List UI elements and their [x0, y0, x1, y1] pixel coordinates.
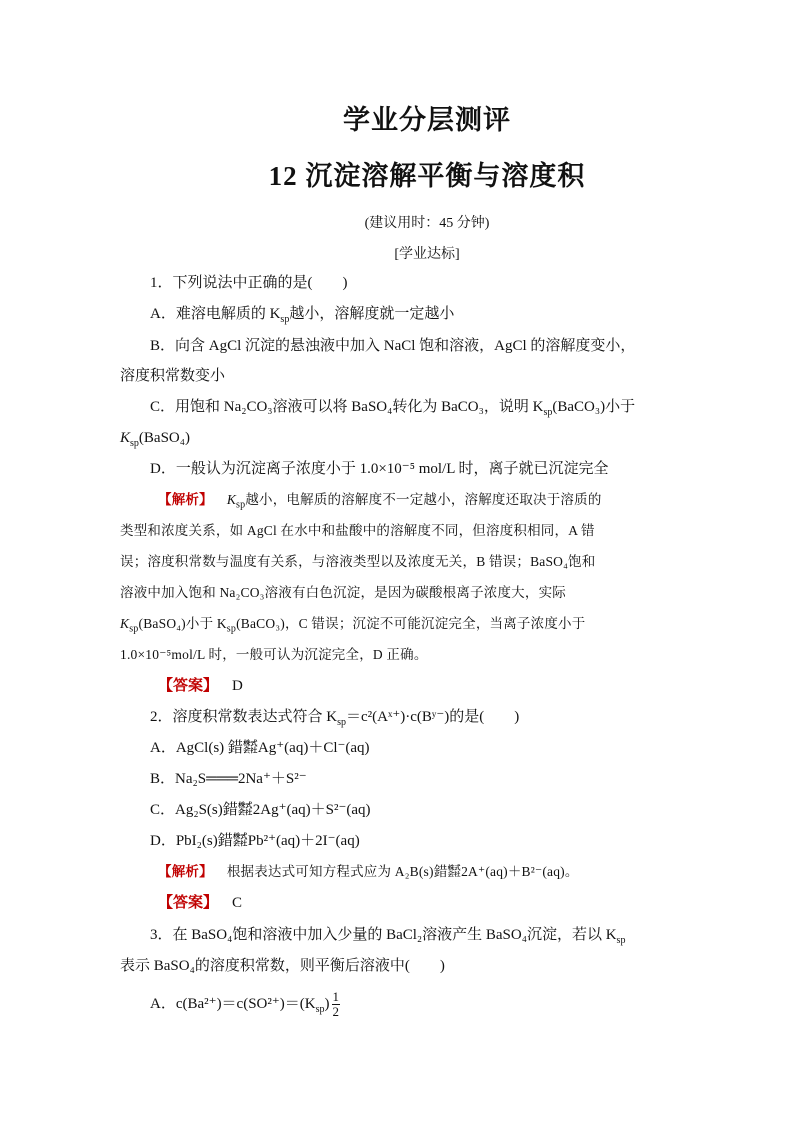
answer-label: 【答案】: [158, 678, 219, 694]
q1-analysis-line-6: 1.0×10⁻⁵mol/L 时，一般可认为沉淀完全，D 正确。: [120, 647, 428, 662]
q1-answer: 【答案】 D: [158, 678, 243, 694]
time-note: (建议用时：45 分钟): [364, 216, 490, 231]
page-title: 学业分层测评: [343, 105, 511, 135]
q3-stem: 3．在 BaSO₄饱和溶液中加入少量的 BaCl₂溶液产生 BaSO₄沉淀，若以 $K_{sp}$: [150, 927, 626, 946]
q1-analysis-line-5: $K_{sp}(BaSO_4)$小于 $K_{sp}(BaCO_3)$，C 错误；沉淀不可能沉淀完全，当离子浓度小于: [120, 616, 586, 635]
q1-stem: 1．下列说法中正确的是( ): [150, 275, 348, 291]
q2-option-a: A．AgCl(s) 錯㍿Ag⁺(aq)＋Cl⁻(aq): [150, 740, 370, 756]
q1-analysis-line-3: 误；溶度积常数与温度有关系，与溶液类型以及浓度无关，B 错误；BaSO₄饱和: [120, 554, 596, 569]
q1-analysis-line-1: 【解析】 $K_{sp}$越小，电解质的溶解度不一定越小，溶解度还取决于溶质的: [158, 492, 602, 511]
q2-option-c: C．Ag₂S(s)錯㍿2Ag⁺(aq)＋S²⁻(aq): [150, 802, 371, 818]
section-heading: [学业达标]: [394, 247, 460, 262]
page-subtitle: 12 沉淀溶解平衡与溶度积: [268, 161, 586, 191]
q1-option-b: B．向含 AgCl 沉淀的悬浊液中加入 NaCl 饱和溶液，AgCl 的溶解度变小，: [150, 338, 636, 354]
q2-answer: 【答案】 C: [158, 895, 243, 911]
q2-analysis: 【解析】 根据表达式可知方程式应为 A₂B(s)錯㍿2A⁺(aq)＋B²⁻(aq)。: [158, 864, 579, 879]
q1-option-c-cont: $K_{sp}(BaSO_4)$: [120, 430, 190, 449]
analysis-label: 【解析】: [158, 864, 213, 879]
q3-stem-cont: 表示 BaSO₄的溶度积常数，则平衡后溶液中( ): [120, 958, 445, 974]
q2-option-b: B．Na₂S═══2Na⁺＋S²⁻: [150, 771, 307, 787]
q1-option-c: C．用饱和 Na₂CO₃溶液可以将 BaSO₄转化为 BaCO₃，说明 $K_{sp}(BaCO_3)$小于: [150, 399, 636, 418]
analysis-label: 【解析】: [158, 492, 213, 507]
q1-option-b-cont: 溶度积常数变小: [120, 368, 226, 384]
q1-option-d: D．一般认为沉淀离子浓度小于 1.0×10⁻⁵ mol/L 时，离子就已沉淀完全: [150, 461, 609, 477]
answer-label: 【答案】: [158, 895, 219, 911]
q1-analysis-line-4: 溶液中加入饱和 Na₂CO₃溶液有白色沉淀，是因为碳酸根离子浓度大，实际: [120, 585, 566, 600]
q1-option-a: A．难溶电解质的 $K_{sp}$越小，溶解度就一定越小: [150, 306, 455, 325]
q3-option-a: A．$c(Ba^{2+})=c(SO^{2+})=(K_{sp})$ $\frac{1}{2}$: [150, 989, 340, 1019]
q2-option-d: D．PbI₂(s)錯㍿Pb²⁺(aq)＋2I⁻(aq): [150, 833, 360, 849]
q1-analysis-line-2: 类型和浓度关系，如 AgCl 在水中和盐酸中的溶解度不同，但溶度积相同，A 错: [120, 523, 595, 538]
fraction-exponent: $\frac{1}{2}$: [332, 989, 340, 1019]
q2-stem: 2．溶度积常数表达式符合 $K_{sp}=c^2(Aˣ^+)\cdot c(Bʸ^-)$的是( ): [150, 709, 520, 728]
